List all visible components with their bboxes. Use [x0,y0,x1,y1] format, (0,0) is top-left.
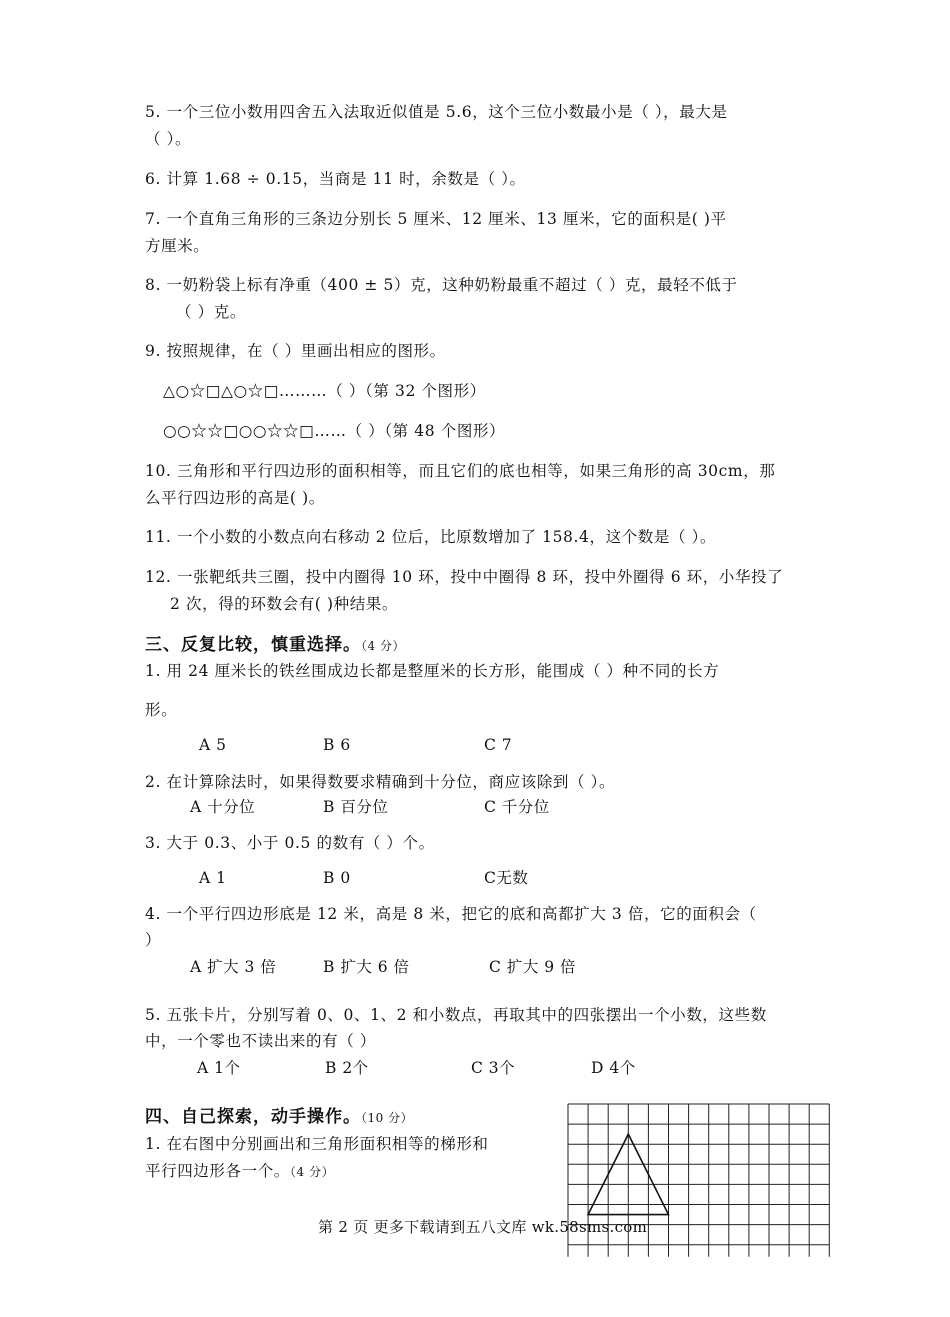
choice-q2-option-a: A 十分位 [190,798,256,816]
choice-q1-option-a: A 5 [199,736,227,754]
fill-q7-line1: 7. 一个直角三角形的三条边分别长 5 厘米、12 厘米、13 厘米，它的面积是( )平 [145,210,727,228]
fill-q5-line1: 5. 一个三位小数用四舍五入法取近似值是 5.6，这个三位小数最小是（ ），最大是 [145,103,728,121]
fill-q9-pattern2: ○○☆☆□○○☆☆□……（ ）（第 48 个图形） [163,422,506,440]
choice-q4-option-a: A 扩大 3 倍 [190,958,277,976]
choice-q3: 3. 大于 0.3、小于 0.5 的数有（ ）个。 [145,834,435,852]
choice-q1-line1: 1. 用 24 厘米长的铁丝围成边长都是整厘米的长方形，能围成（ ）种不同的长方 [145,662,720,680]
choice-q2: 2. 在计算除法时，如果得数要求精确到十分位，商应该除到（ ）。 [145,773,616,791]
fill-q8-line1: 8. 一奶粉袋上标有净重（400 ± 5）克，这种奶粉最重不超过（ ）克，最轻不低于 [145,276,738,294]
choice-q1-option-c: C 7 [484,736,513,754]
section3-heading [145,632,405,659]
choice-q4-line1: 4. 一个平行四边形底是 12 米，高是 8 米，把它的底和高都扩大 3 倍，它的面积会（ [145,905,757,923]
section3-points: （4 分） [361,639,405,653]
choice-q4-option-c: C 扩大 9 倍 [489,958,577,976]
choice-q5-option-d: D 4个 [591,1059,636,1077]
fill-q8-line2: （ ）克。 [176,303,246,321]
fill-q9-pattern1: △○☆□△○☆□………（ ）（第 32 个图形） [163,382,486,400]
fill-q5-line2: （ ）。 [145,130,192,148]
choice-q5-option-b: B 2个 [325,1059,369,1077]
choice-q5-option-a: A 1个 [197,1059,241,1077]
fill-q12-line1: 12. 一张靶纸共三圈，投中内圈得 10 环，投中中圈得 8 环，投中外圈得 6 环，小华投了 [145,568,784,586]
choice-q5-line1: 5. 五张卡片，分别写着 0、0、1、2 和小数点，再取其中的四张摆出一个小数，这些数 [145,1006,767,1024]
fill-q12-line2: 2 次，得的环数会有( )种结果。 [170,595,399,613]
fill-q6: 6. 计算 1.68 ÷ 0.15，当商是 11 时，余数是（ ）。 [145,170,526,188]
operate-q1-line2 [145,1158,555,1185]
fill-q11: 11. 一个小数的小数点向右移动 2 位后，比原数增加了 158.4，这个数是（ ）。 [145,528,717,546]
choice-q5-line2: 中，一个零也不读出来的有（ ） [145,1032,376,1050]
choice-q2-option-c: C 千分位 [484,798,550,816]
choice-q3-option-b: B 0 [323,869,351,887]
section4-title: 四、自己探索，动手操作。 [145,1107,361,1127]
fill-q10-line1: 10. 三角形和平行四边形的面积相等，而且它们的底也相等，如果三角形的高 30cm，那 [145,462,776,480]
choice-q1-line2: 形。 [145,701,178,719]
choice-q4-option-b: B 扩大 6 倍 [323,958,410,976]
choice-q3-option-a: A 1 [199,869,227,887]
choice-q5-option-c: C 3个 [471,1059,516,1077]
choice-q4-line2: ） [145,931,162,949]
section4-heading [145,1104,413,1131]
choice-q1-option-b: B 6 [323,736,351,754]
choice-q2-option-b: B 百分位 [323,798,389,816]
fill-q9: 9. 按照规律，在（ ）里画出相应的图形。 [145,342,446,360]
section4-points: （10 分） [361,1111,414,1125]
fill-q7-line2: 方厘米。 [145,237,210,255]
operate-q1-points: （4 分） [289,1165,335,1179]
operate-q1-text: 平行四边形各一个。 [145,1162,290,1180]
choice-q3-option-c: C无数 [484,869,529,887]
fill-q10-line2: 么平行四边形的高是( )。 [145,489,325,507]
section3-title: 三、反复比较，慎重选择。 [145,635,361,655]
page-footer: 第 2 页 更多下载请到五八文库 wk.58sms.com [318,1218,648,1236]
operate-q1-line1: 1. 在右图中分别画出和三角形面积相等的梯形和 [145,1135,489,1153]
